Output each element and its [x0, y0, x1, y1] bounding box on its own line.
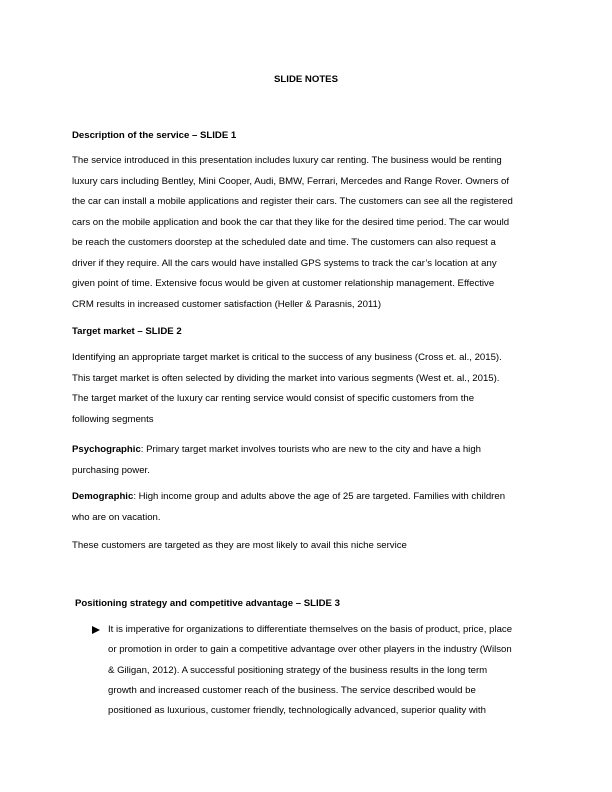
text-line: CRM results in increased customer satisfaction (Heller & Parasnis, 2011) — [72, 298, 382, 310]
text-line: This target market is often selected by dividing the market into various segments (West et. al., 2015). — [72, 372, 500, 384]
bullet-arrow-icon — [92, 626, 100, 634]
text-line: growth and increased customer reach of the business. The service described would be — [108, 684, 476, 696]
page-title: SLIDE NOTES — [274, 74, 338, 85]
text-line: & Giligan, 2012). A successful positioning strategy of the business results in the long term — [108, 664, 488, 676]
text-line: given point of time. Extensive focus would be given at customer relationship management. Effective — [72, 278, 495, 289]
text-line: : Primary target market involves tourists who are new to the city and have a high — [140, 444, 481, 455]
text-line: The target market of the luxury car renting service would consist of specific customers from the — [72, 393, 475, 404]
text-line: following segments — [72, 413, 154, 425]
text-line: These customers are targeted as they are most likely to avail this niche service — [72, 540, 407, 551]
section-description-paragraph — [72, 151, 540, 315]
text-line: the car can install a mobile applications and register their cars. The customers can see all the registered — [72, 196, 513, 207]
text-line: It is imperative for organizations to differentiate themselves on the basis of product, price, place — [108, 624, 513, 635]
section-heading-description: Description of the service – SLIDE 1 — [72, 130, 237, 141]
text-line: luxury cars including Bentley, Mini Cooper, Audi, BMW, Ferrari, Mercedes and Range Rover. Owners of — [72, 175, 510, 187]
text-line: driver if they require. All the cars would have installed GPS systems to track the car’s location at any — [72, 257, 497, 269]
psychographic-label: Psychographic — [72, 444, 141, 455]
text-line: be reach the customers doorstep at the scheduled date and time. The customers can also request a — [72, 237, 496, 248]
demographic-paragraph — [72, 487, 540, 528]
targeting-closing-paragraph — [72, 536, 540, 557]
text-line: cars on the mobile application and book the car that they like for the desired time period. The car would — [72, 216, 510, 228]
text-line: purchasing power. — [72, 464, 150, 476]
text-line: : High income group and adults above the age of 25 are targeted. Families with children — [133, 491, 506, 502]
text-line: or promotion in order to gain a competitive advantage over other players in the industry (Wilson — [108, 644, 512, 656]
section-heading-positioning: Positioning strategy and competitive advantage – SLIDE 3 — [75, 598, 340, 609]
text-line: who are on vacation. — [72, 511, 161, 523]
positioning-bullet-paragraph — [108, 620, 544, 721]
text-line: Identifying an appropriate target market is critical to the success of any business (Cross et. al., 2015). — [72, 352, 502, 363]
demographic-label: Demographic — [72, 491, 134, 502]
section-heading-target-market: Target market – SLIDE 2 — [72, 326, 182, 337]
text-line: The service introduced in this presentation includes luxury car renting. The business would be renting — [72, 155, 502, 166]
psychographic-paragraph — [72, 440, 540, 481]
section-target-market-paragraph — [72, 348, 540, 430]
text-line: positioned as luxurious, customer friendly, technologically advanced, superior quality with — [108, 705, 486, 717]
